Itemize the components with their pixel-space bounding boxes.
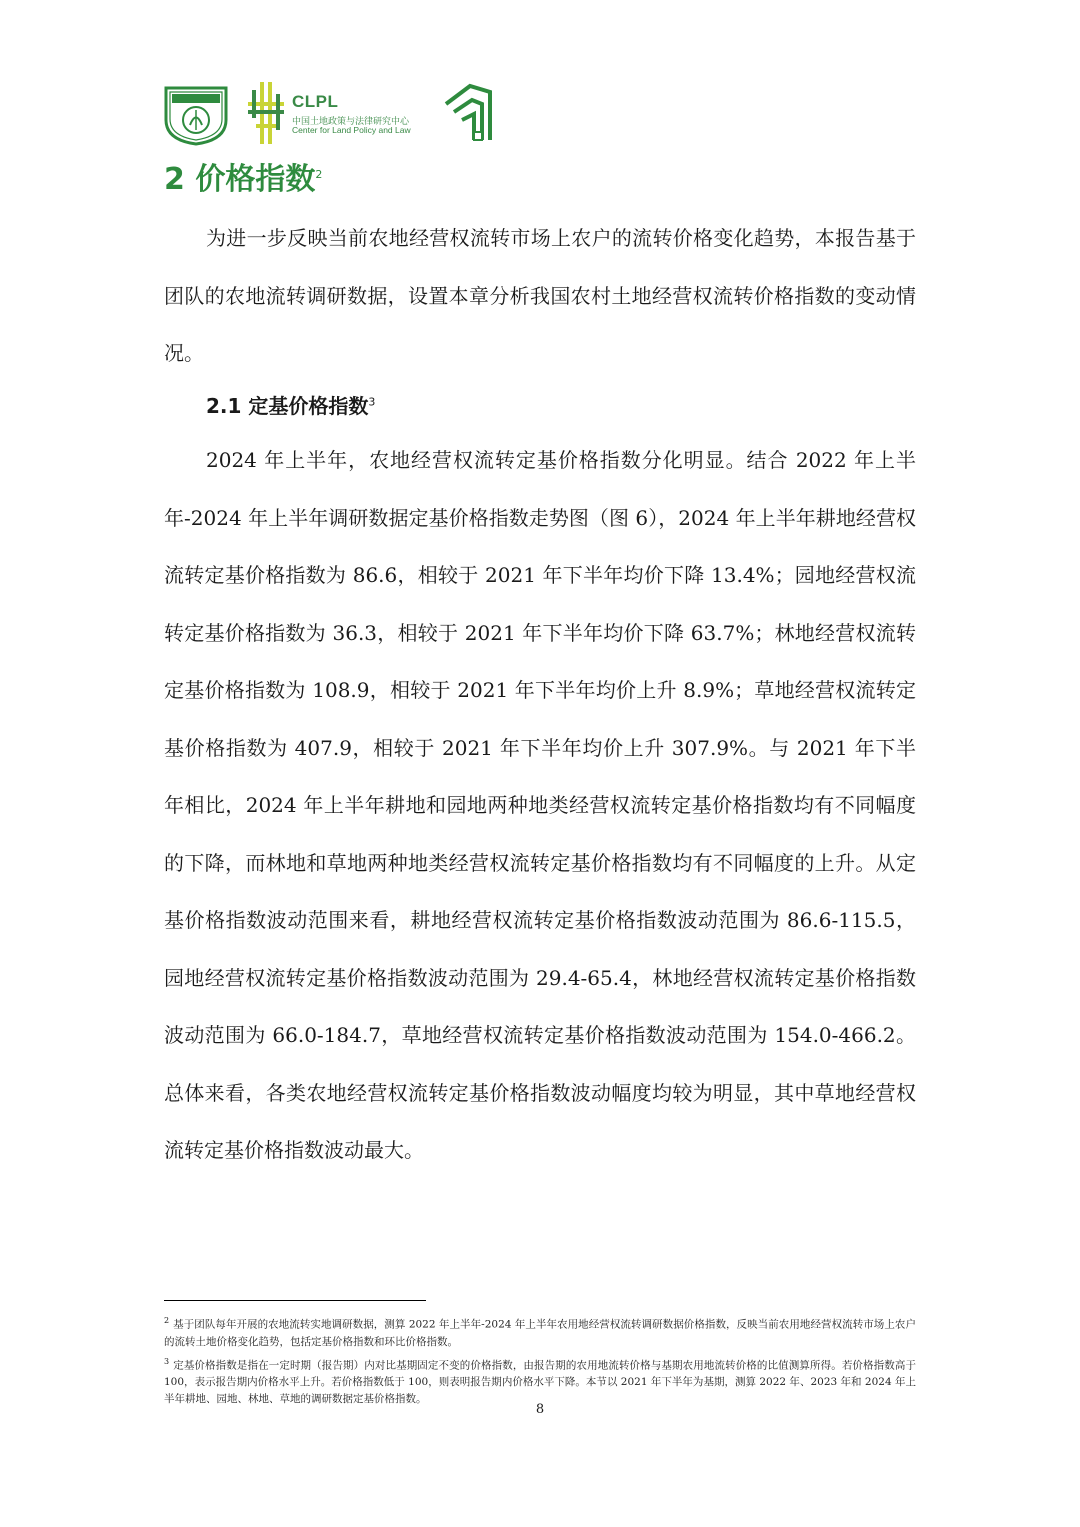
- clpl-title: CLPL: [292, 92, 339, 111]
- subsection-title: 2.1 定基价格指数$^3$: [206, 394, 376, 418]
- clpl-mark-icon: [246, 80, 286, 146]
- footnotes: [164, 1312, 916, 1410]
- university-emblem-logo: [162, 84, 230, 146]
- footnote-divider: [164, 1300, 426, 1301]
- footnote-text: 定基价格指数是指在一定时期（报告期）内对比基期固定不变的价格指数，由报告期的农用地流转价格与基期农用地流转价格的比值测算所得。若价格指数高于 100，表示报告期内价格水平上升。若价格指数低于 100，则表明报告期内价格水平下降。本节以 2021 年下半年为基期，测算 2022 年、2023 年和 2024 年上半年耕地、园地、林地、草地的调研数据定基价格指数。: [164, 1359, 916, 1405]
- clpl-en-name: Center for Land Policy and Law: [292, 125, 411, 135]
- footnote-text: 基于团队每年开展的农地流转实地调研数据，测算 2022 年上半年-2024 年上半年农用地经营权流转调研数据价格指数，反映当前农用地经营权流转市场上农户的流转土地价格变化趋势，包括定基价格指数和环比价格指数。: [164, 1318, 916, 1348]
- footnote-ref-3[interactable]: 3: [368, 395, 376, 409]
- footnote-number: 3: [164, 1356, 170, 1366]
- footnote-3: [164, 1353, 916, 1409]
- footnote-number: 2: [164, 1316, 170, 1325]
- footnote-2: [164, 1312, 916, 1351]
- page-header: [162, 78, 562, 150]
- section-intro: 为进一步反映当前农地经营权流转市场上农户的流转价格变化趋势，本报告基于团队的农地流转调研数据，设置本章分析我国农村土地经营权流转价格指数的变动情况。: [164, 226, 916, 365]
- section-title: 2 价格指数$^2$: [164, 162, 323, 197]
- page-number: 8: [535, 1402, 545, 1417]
- subsection-body: 2024 年上半年，农地经营权流转定基价格指数分化明显。结合 2022 年上半年-2024 年上半年调研数据定基价格指数走势图（图 6），2024 年上半年耕地经营权流转定基价格指数为 86.6，相较于 2021 年下半年均价下降 13.4%；园地经营权流转定基价格指数为 36.3，相较于 2021 年下半年均价下降 63.7%；林地经营权流转定基价格指数为 108.9，相较于 2021 年下半年均价上升 8.9%；草地经营权流转定基价格指数为 407.9，相较于 2021 年下半年均价上升 307.9%。与 2021 年下半年相比，2024 年上半年耕地和园地两种地类经营权流转定基价格指数均有不同幅度的下降，而林地和草地两种地类经营权流转定基价格指数均有不同幅度的上升。从定基价格指数波动范围来看，耕地经营权流转定基价格指数波动范围为 86.6-115.5，园地经营权流转定基价格指数波动范围为 29.4-65.4，林地经营权流转定基价格指数波动范围为 66.0-184.7，草地经营权流转定基价格指数波动范围为 154.0-466.2。总体来看，各类农地经营权流转定基价格指数波动幅度均较为明显，其中草地经营权流转定基价格指数波动最大。: [164, 448, 916, 1162]
- building-logo-icon: [444, 82, 492, 144]
- clpl-logo: [246, 80, 426, 146]
- footnote-ref-2[interactable]: 2: [315, 168, 323, 181]
- clpl-cn-name: 中国土地政策与法律研究中心: [292, 116, 410, 126]
